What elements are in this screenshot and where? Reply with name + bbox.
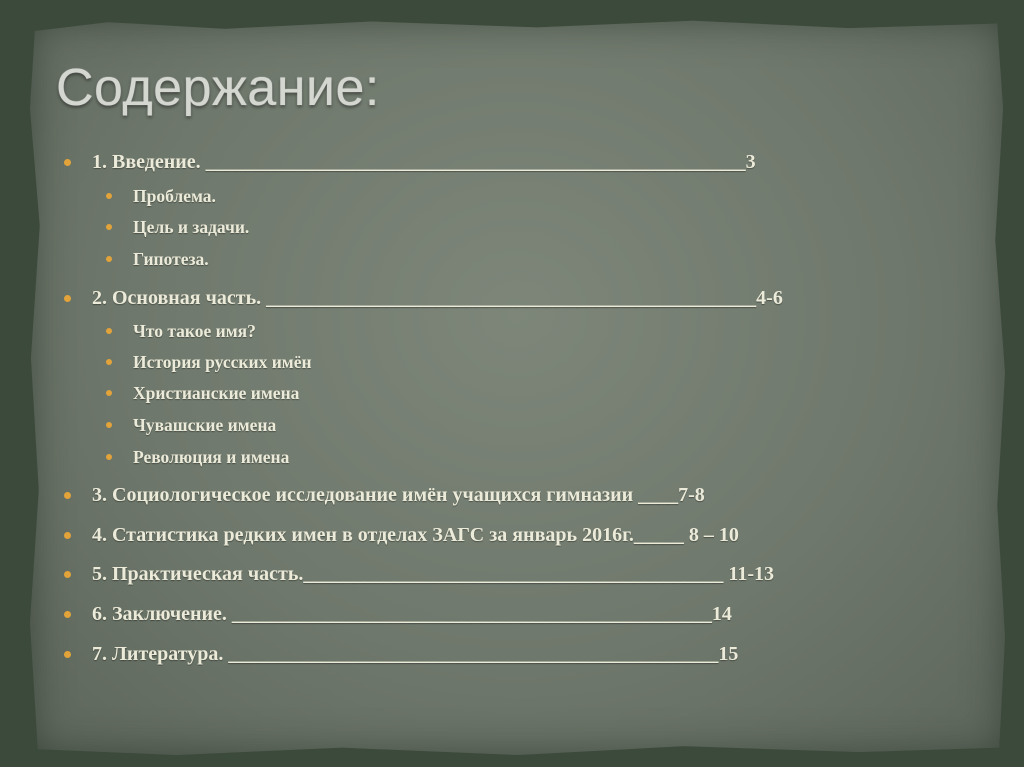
toc-subitem: История русских имён: [133, 352, 312, 373]
toc-item-sociological-study: 3. Социологическое исследование имён учащихся гимназии ____7-8: [92, 484, 705, 507]
toc-item-literature: 7. Литература. _________________________________________________15: [92, 643, 738, 666]
toc-item-statistics: 4. Статистика редких имен в отделах ЗАГС за январь 2016г._____ 8 – 10: [92, 524, 739, 547]
bullet-icon: [106, 454, 112, 460]
toc-subitem: Христианские имена: [133, 383, 299, 404]
bullet-icon: [64, 532, 71, 539]
toc-subitem: Что такое имя?: [133, 321, 256, 342]
bullet-icon: [106, 328, 112, 334]
toc-subitem: Чувашские имена: [133, 415, 276, 436]
toc-item-main-part: 2. Основная часть. _________________________________________________4-6: [92, 287, 783, 310]
bullet-icon: [106, 256, 112, 262]
toc-item-conclusion: 6. Заключение. ________________________________________________14: [92, 603, 732, 626]
bullet-icon: [64, 159, 71, 166]
toc-item-practical-part: 5. Практическая часть.__________________________________________ 11-13: [92, 563, 774, 586]
toc-subitem: Проблема.: [133, 186, 216, 207]
bullet-icon: [106, 193, 112, 199]
bullet-icon: [106, 390, 112, 396]
bullet-icon: [106, 359, 112, 365]
bullet-icon: [64, 295, 71, 302]
page-title: Содержание:: [56, 59, 380, 117]
bullet-icon: [106, 422, 112, 428]
toc-subitem: Гипотеза.: [133, 249, 209, 270]
bullet-icon: [106, 224, 112, 230]
toc-subitem: Цель и задачи.: [133, 217, 249, 238]
bullet-icon: [64, 611, 71, 618]
toc-item-introduction: 1. Введение. ______________________________________________________3: [92, 151, 756, 174]
toc-subitem: Революция и имена: [133, 447, 289, 468]
bullet-icon: [64, 651, 71, 658]
bullet-icon: [64, 492, 71, 499]
bullet-icon: [64, 571, 71, 578]
